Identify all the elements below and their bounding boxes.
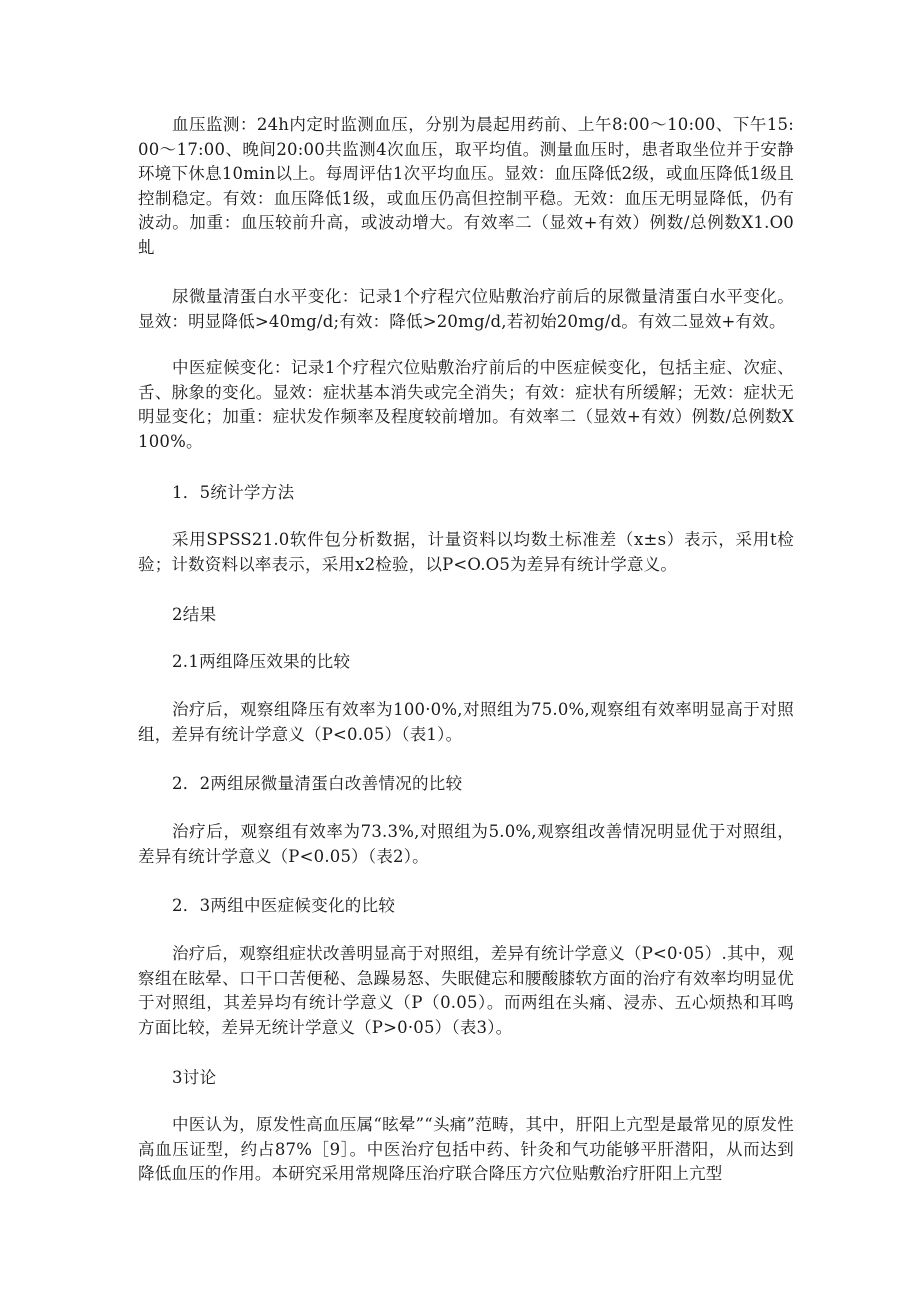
paragraph-tcm-syndrome: 中医症候变化：记录1个疗程穴位贴敷治疗前后的中医症候变化，包括主症、次症、舌、脉象的变化。显效：症状基本消失或完全消失；有效：症状有所缓解；无效：症状无明显变化；加重：症状发作频率及程度较前增加。有效率二（显效+有效）例数/总例数X100%。 [138,358,794,451]
paragraph-blood-pressure-monitoring: 血压监测：24h内定时监测血压，分别为晨起用药前、上午8:00～10:00、下午15:00～17:00、晚间20:00共监测4次血压，取平均值。测量血压时，患者取坐位并于安静环境下休息10min以上。每周评估1次平均血压。显效：血压降低2级，或血压降低1级且控制稳定。有效：血压降低1级，或血压仍高但控制平稳。无效：血压无明显降低，仍有波动。加重：血压较前升高，或波动增大。有效率二（显效+有效）例数/总例数X1.O0虬 [138,115,794,257]
section-heading-statistics: 1．5统计学方法 [172,483,295,502]
paragraph-statistics-method: 采用SPSS21.0软件包分析数据，计量资料以均数土标准差（x±s）表示，采用t检验；计数资料以率表示，采用x2检验，以P<O.O5为差异有统计学意义。 [138,530,794,574]
subheading-bp-comparison: 2.1两组降压效果的比较 [172,652,351,671]
paragraph-discussion: 中医认为，原发性高血压属“眩晕”“头痛”范畴，其中，肝阳上亢型是最常见的原发性高血压证型，约占87%［9］。中医治疗包括中药、针灸和气功能够平肝潜阳，从而达到降低血压的作用。本研究采用常规降压治疗联合降压方穴位贴敷治疗肝阳上亢型 [138,1115,794,1183]
paragraph-albumin-result: 治疗后，观察组有效率为73.3%,对照组为5.0%,观察组改善情况明显优于对照组，差异有统计学意义（P<0.05）（表2）。 [138,822,794,866]
section-heading-discussion: 3讨论 [172,1068,217,1087]
section-heading-results: 2结果 [172,605,217,624]
paragraph-urine-albumin: 尿微量清蛋白水平变化：记录1个疗程穴位贴敷治疗前后的尿微量清蛋白水平变化。显效：明显降低>40mg/d;有效：降低>20mg/d,若初始20mg/d。有效二显效+有效。 [138,287,794,331]
subheading-tcm-comparison: 2．3两组中医症候变化的比较 [172,896,396,915]
paragraph-bp-result: 治疗后，观察组降压有效率为100·0%,对照组为75.0%,观察组有效率明显高于对照组，差异有统计学意义（P<0.05）（表1）。 [138,700,794,744]
paragraph-tcm-result: 治疗后，观察组症状改善明显高于对照组，差异有统计学意义（P<0·05）.其中，观察组在眩晕、口干口苦便秘、急躁易怒、失眠健忘和腰酸膝软方面的治疗有效率均明显优于对照组，其差异均有统计学意义（P（0.05）。而两组在头痛、浸赤、五心烦热和耳鸣方面比较，差异无统计学意义（P>0·05）（表3）。 [138,944,794,1037]
subheading-albumin-comparison: 2．2两组尿微量清蛋白改善情况的比较 [172,774,463,793]
